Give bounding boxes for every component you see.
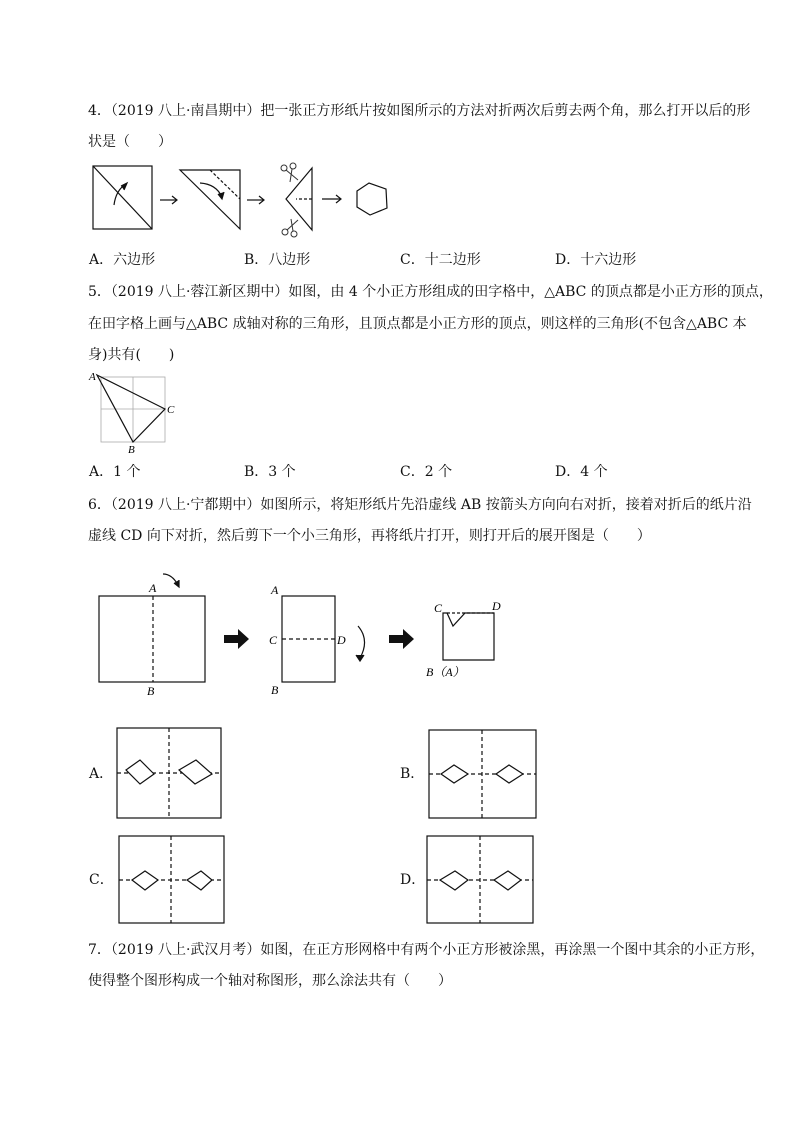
q4-text-line1: 4．（2019 八上·南昌期中）把一张正方形纸片按如图所示的方法对折两次后剪去两个角，那么打开以后的形 [88, 103, 751, 119]
q6-option-b-figure [429, 730, 536, 818]
q6-option-a-figure [117, 728, 221, 818]
q6-fig1-label-b: B [147, 684, 155, 698]
q5-text-line3: 身)共有( ) [88, 347, 175, 363]
q4-option-c[interactable]: C．十二边形 [400, 252, 481, 268]
q6-option-d[interactable]: D． [400, 872, 426, 888]
q4-option-b[interactable]: B．八边形 [244, 252, 311, 268]
q6-fig3-label-d: D [492, 599, 501, 613]
q4-option-d[interactable]: D．十六边形 [555, 252, 637, 268]
q6-option-a[interactable]: A． [89, 766, 114, 782]
q6-fig2-label-d: D [337, 633, 346, 647]
q6-text-line2: 虚线 CD 向下对折，然后剪下一个小三角形，再将纸片打开，则打开后的展开图是（ ） [88, 528, 651, 544]
q6-option-c[interactable]: C． [89, 872, 114, 888]
q5-option-c[interactable]: C．2 个 [400, 464, 453, 480]
q6-option-b[interactable]: B． [400, 766, 425, 782]
q5-text-line2: 在田字格上画与△ABC 成轴对称的三角形，且顶点都是小正方形的顶点，则这样的三角形(不包含△ABC 本 [88, 316, 747, 332]
q6-text-line1: 6．（2019 八上·宁都期中）如图所示，将矩形纸片先沿虚线 AB 按箭头方向向右对折，接着对折后的纸片沿 [88, 497, 752, 513]
q6-fig3-label-ba: B（A） [426, 665, 465, 679]
q6-fig2-label-b: B [271, 683, 279, 697]
q6-option-d-figure [427, 836, 533, 923]
q5-label-b: B [128, 444, 135, 456]
q6-fig2-label-c: C [269, 633, 278, 647]
q7-text-line1: 7．（2019 八上·武汉月考）如图，在正方形网格中有两个小正方形被涂黑，再涂黑一个图中其余的小正方形， [88, 942, 765, 958]
q4-text-line2: 状是（ ） [88, 134, 172, 150]
q6-thick-arrow-2 [389, 629, 414, 649]
q6-fig1-label-a: A [149, 581, 157, 595]
q6-rect-2 [282, 596, 365, 682]
q6-thick-arrow-1 [224, 629, 249, 649]
q6-fig2-label-a: A [271, 583, 279, 597]
q6-option-c-figure [119, 836, 224, 923]
q5-option-a[interactable]: A．1 个 [89, 464, 141, 480]
q5-text-line1: 5．（2019 八上·蓉江新区期中）如图，由 4 个小正方形组成的田字格中，△ABC 的顶点都是小正方形的顶点， [88, 284, 773, 300]
q6-fig3-label-c: C [434, 601, 443, 615]
q5-option-d[interactable]: D．4 个 [555, 464, 608, 480]
q5-label-a: A [89, 371, 96, 383]
q4-option-a[interactable]: A．六边形 [89, 252, 156, 268]
q7-text-line2: 使得整个图形构成一个轴对称图形，那么涂法共有（ ） [88, 973, 452, 989]
q5-option-b[interactable]: B．3 个 [244, 464, 296, 480]
q5-label-c: C [167, 404, 175, 416]
q6-folded-shape [443, 613, 494, 660]
